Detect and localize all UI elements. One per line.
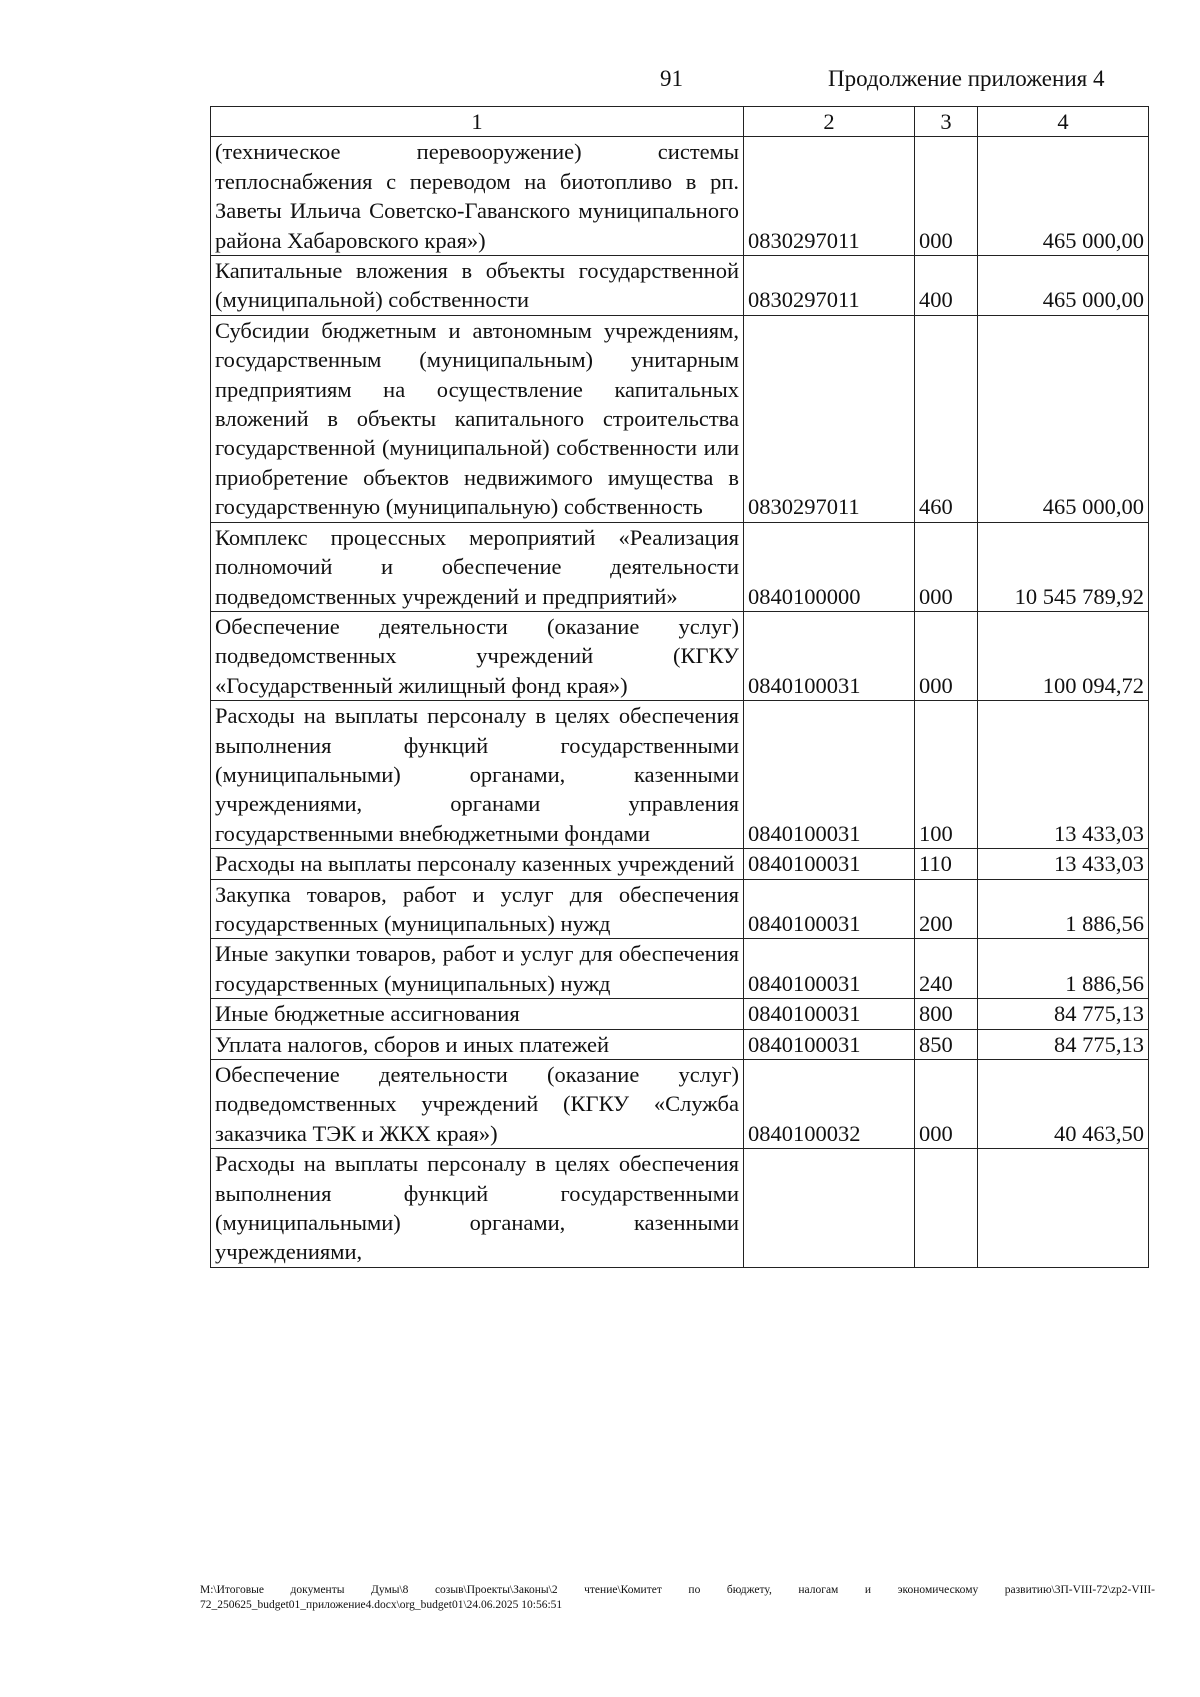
row-amount: 40 463,50 [978,1060,1149,1149]
table-row [211,701,1149,849]
row-description: Обеспечение деятельности (оказание услуг) подведомственных учреждений (КГКУ «Служба заказчика ТЭК и ЖКХ края») [211,1060,744,1149]
row-amount: 13 433,03 [978,849,1149,879]
row-expense-type: 800 [915,999,978,1029]
row-amount [978,1149,1149,1268]
row-expense-type: 000 [915,611,978,700]
row-amount: 465 000,00 [978,137,1149,256]
row-expense-type: 000 [915,137,978,256]
row-target-code [744,1149,915,1268]
table-row [211,1029,1149,1059]
row-target-code: 0840100031 [744,849,915,879]
table-row [211,849,1149,879]
table-row [211,315,1149,522]
table-row [211,999,1149,1029]
table-header-row [211,107,1149,137]
row-description: Расходы на выплаты персоналу в целях обеспечения выполнения функций государственными (муниципальными) органами, казенными учреждениями, органами управления государственными внебюджетными фондами [211,701,744,849]
row-target-code: 0840100000 [744,522,915,611]
row-amount: 465 000,00 [978,256,1149,316]
row-expense-type: 200 [915,879,978,939]
row-amount: 465 000,00 [978,315,1149,522]
table-row [211,522,1149,611]
row-amount: 13 433,03 [978,701,1149,849]
row-description: Обеспечение деятельности (оказание услуг) подведомственных учреждений (КГКУ «Государственный жилищный фонд края») [211,611,744,700]
table-row [211,256,1149,316]
row-description: (техническое перевооружение) системы теплоснабжения с переводом на биотопливо в рп. Заветы Ильича Советско-Гаванского муниципального района Хабаровского края») [211,137,744,256]
row-description: Расходы на выплаты персоналу в целях обеспечения выполнения функций государственными (муниципальными) органами, казенными учреждениями, [211,1149,744,1268]
table-row [211,611,1149,700]
row-expense-type: 240 [915,939,978,999]
row-target-code: 0840100031 [744,999,915,1029]
column-header-3: 3 [915,107,978,137]
row-expense-type: 400 [915,256,978,316]
row-target-code: 0840100031 [744,879,915,939]
table-row [211,939,1149,999]
row-expense-type: 100 [915,701,978,849]
row-description: Субсидии бюджетным и автономным учреждениям, государственным (муниципальным) унитарным предприятиям на осуществление капитальных вложений в объекты капитального строительства государственной (муниципальной) собственности или приобретение объектов недвижимого имущества в государственную (муниципальную) собственность [211,315,744,522]
row-target-code: 0830297011 [744,137,915,256]
row-amount: 84 775,13 [978,1029,1149,1059]
row-description: Комплекс процессных мероприятий «Реализация полномочий и обеспечение деятельности подведомственных учреждений и предприятий» [211,522,744,611]
row-description: Расходы на выплаты персоналу казенных учреждений [211,849,744,879]
row-description: Иные закупки товаров, работ и услуг для обеспечения государственных (муниципальных) нужд [211,939,744,999]
row-target-code: 0840100031 [744,701,915,849]
budget-table [210,106,1149,1268]
row-amount: 84 775,13 [978,999,1149,1029]
row-target-code: 0830297011 [744,315,915,522]
row-description: Уплата налогов, сборов и иных платежей [211,1029,744,1059]
row-amount: 10 545 789,92 [978,522,1149,611]
row-target-code: 0840100031 [744,939,915,999]
row-amount: 100 094,72 [978,611,1149,700]
document-file-path: M:\Итоговые документы Думы\8 созыв\Проекты\Законы\2 чтение\Комитет по бюджету, налогам и экономическому развитию\3П-VIII-72\zp2-VIII-72_250625_budget01_приложение4.docx\org_budget01\24.06.2025 10:56:51 [200,1584,1155,1611]
row-target-code: 0840100031 [744,611,915,700]
row-target-code: 0830297011 [744,256,915,316]
row-description: Иные бюджетные ассигнования [211,999,744,1029]
page-number: 91 [660,66,683,91]
column-header-4: 4 [978,107,1149,137]
row-expense-type: 000 [915,1060,978,1149]
column-header-1: 1 [211,107,744,137]
table-row [211,879,1149,939]
appendix-continuation-title: Продолжение приложения 4 [828,66,1105,91]
table-row [211,1060,1149,1149]
row-amount: 1 886,56 [978,939,1149,999]
row-target-code: 0840100031 [744,1029,915,1059]
row-expense-type: 460 [915,315,978,522]
row-description: Капитальные вложения в объекты государственной (муниципальной) собственности [211,256,744,316]
row-expense-type: 110 [915,849,978,879]
row-description: Закупка товаров, работ и услуг для обеспечения государственных (муниципальных) нужд [211,879,744,939]
table-row [211,1149,1149,1268]
row-expense-type: 850 [915,1029,978,1059]
column-header-2: 2 [744,107,915,137]
row-expense-type [915,1149,978,1268]
table-row [211,137,1149,256]
row-target-code: 0840100032 [744,1060,915,1149]
row-amount: 1 886,56 [978,879,1149,939]
row-expense-type: 000 [915,522,978,611]
